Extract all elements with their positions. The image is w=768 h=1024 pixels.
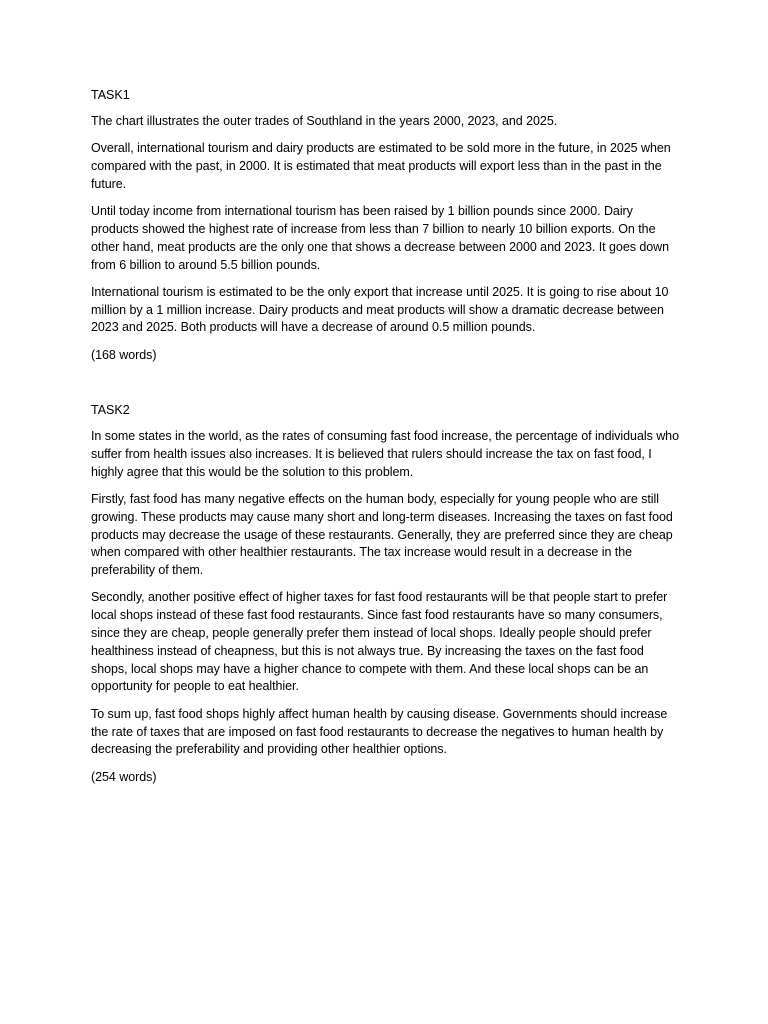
task2-word-count: (254 words) xyxy=(91,769,157,784)
section-spacer xyxy=(91,374,681,401)
task1-paragraph-overview: Overall, international tourism and dairy products are estimated to be sold more in the future, in 2025 when compared with the past, in 2000. It is estimated that meat products will export less than in the past in the future. xyxy=(91,141,671,191)
task2-paragraph-conclusion: To sum up, fast food shops highly affect human health by causing disease. Governments should increase the rate of taxes that are imposed on fast food restaurants to decrease the negatives to human health by decreasing the preferability and providing other healthier options. xyxy=(91,706,668,757)
task1-paragraph-body2: International tourism is estimated to be the only export that increase until 2025. It is going to rise about 10 million by a 1 million increase. Dairy products and meat products will show a dramatic decrease between 2023 and 2025. Both products will have a decrease of around 0.5 million pounds. xyxy=(91,284,669,335)
task1-section xyxy=(91,86,681,365)
document-page xyxy=(91,86,681,796)
task1-paragraph-intro: The chart illustrates the outer trades of Southland in the years 2000, 2023, and 2025. xyxy=(91,114,558,128)
task2-paragraph-body2: Secondly, another positive effect of higher taxes for fast food restaurants will be that people start to prefer local shops instead of these fast food restaurants. Since fast food restaurants have so many consumers, since they are cheap, people generally prefer them instead of local shops. Ideally people should prefer healthiness instead of cheapness, but this is not always true. By increasing the taxes on the fast food shops, local shops may have a higher chance to compete with them. And these local shops can be an opportunity for people to eat healthier. xyxy=(91,590,668,694)
task2-paragraph-body1: Firstly, fast food has many negative effects on the human body, especially for young people who are still growing. These products may cause many short and long-term diseases. Increasing the taxes on fast food products may decrease the usage of these restaurants. Generally, they are preferred since they are cheap when compared with other healthier restaurants. The tax increase would result in a decrease in the preferability of them. xyxy=(91,491,673,578)
task1-heading: TASK1 xyxy=(91,88,130,102)
task2-heading: TASK2 xyxy=(91,403,130,418)
task2-paragraph-intro: In some states in the world, as the rates of consuming fast food increase, the percentage of individuals who suffer from health issues also increases. It is believed that rulers should increase the tax on fast food, I highly agree that this would be the solution to this problem. xyxy=(91,429,679,479)
task1-paragraph-body1: Until today income from international tourism has been raised by 1 billion pounds since 2000. Dairy products showed the highest rate of increase from less than 7 billion to nearly 10 billion exports. On the other hand, meat products are the only one that shows a decrease between 2000 and 2023. It goes down from 6 billion to around 5.5 billion pounds. xyxy=(91,204,670,272)
task2-section xyxy=(91,401,681,786)
task1-word-count: (168 words) xyxy=(91,347,157,362)
